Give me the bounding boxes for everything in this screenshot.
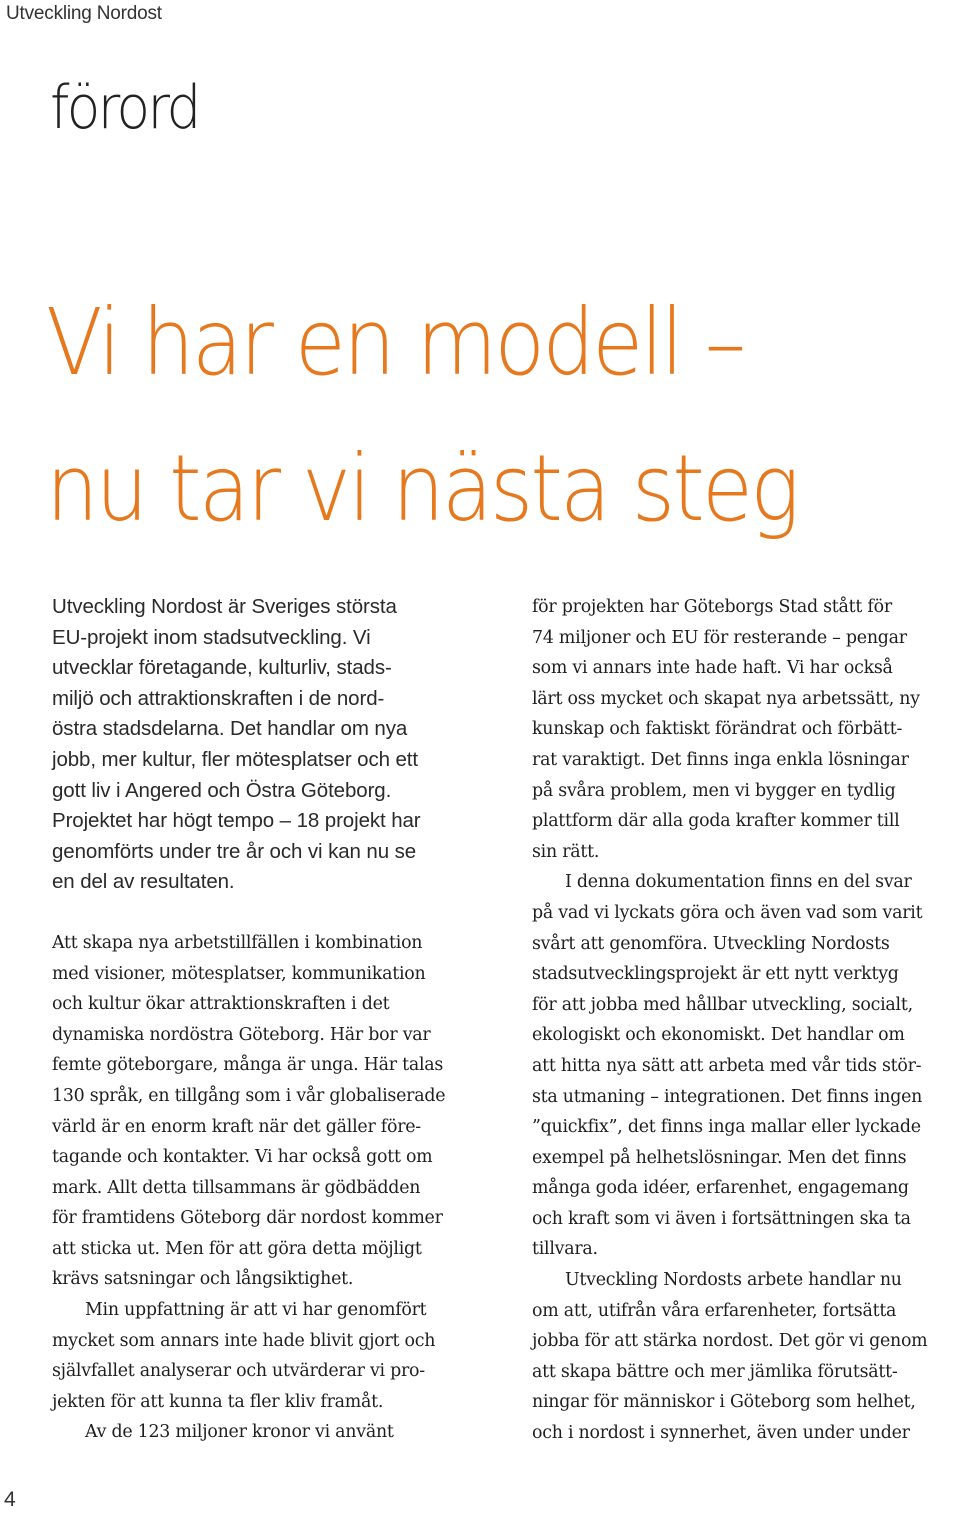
- lead-paragraph: [52, 592, 482, 898]
- text-line: dynamiska nordöstra Göteborg. Här bor var: [52, 1024, 431, 1045]
- body-paragraph: [52, 1417, 482, 1448]
- text-line: sin rätt.: [532, 841, 600, 862]
- text-line: ”quickfix”, det finns inga mallar eller lyckade: [532, 1117, 921, 1138]
- text-line: mycket som annars inte hade blivit gjort och: [52, 1330, 436, 1351]
- text-line: miljö och attraktionskraften i de nord-: [52, 686, 385, 710]
- text-line: Projektet har högt tempo – 18 projekt har: [52, 809, 421, 833]
- text-line: femte göteborgare, många är unga. Här talas: [52, 1055, 444, 1076]
- text-line: kunskap och faktiskt förändrat och förbätt-: [532, 719, 903, 740]
- body-paragraph: [532, 1265, 960, 1449]
- text-line: utvecklar företagande, kulturliv, stads-: [52, 656, 392, 680]
- text-line: tagande och kontakter. Vi har också gott om: [52, 1147, 433, 1168]
- text-line: tillvara.: [532, 1239, 598, 1260]
- text-line: om att, utifrån våra erfarenheter, fortsätta: [532, 1300, 897, 1321]
- body-paragraph: [52, 1295, 482, 1417]
- text-line: genomförts under tre år och vi kan nu se: [52, 839, 417, 863]
- text-line: exempel på helhetslösningar. Men det finns: [532, 1147, 907, 1168]
- text-line: EU-projekt inom stadsutveckling. Vi: [52, 625, 371, 649]
- left-column: [52, 592, 482, 1448]
- text-line: Utveckling Nordosts arbete handlar nu: [565, 1270, 902, 1291]
- text-line: ningar för människor i Göteborg som helhet,: [532, 1392, 916, 1413]
- text-line: Min uppfattning är att vi har genomfört: [85, 1300, 427, 1321]
- text-line: svårt att genomföra. Utveckling Nordosts: [532, 933, 890, 954]
- text-line: 74 miljoner och EU för resterande – pengar: [532, 627, 907, 648]
- text-line: mark. Allt detta tillsammans är gödbädden: [52, 1177, 421, 1198]
- text-line: värld är en enorm kraft när det gäller före-: [52, 1116, 421, 1137]
- text-line: krävs satsningar och långsiktighet.: [52, 1269, 354, 1290]
- text-line: 130 språk, en tillgång som i vår globaliserade: [52, 1085, 446, 1106]
- headline: [46, 270, 797, 562]
- running-header: Utveckling Nordost: [6, 3, 162, 24]
- text-line: I denna dokumentation finns en del svar: [565, 872, 912, 893]
- body-paragraph: [532, 592, 960, 867]
- text-line: gott liv i Angered och Östra Göteborg.: [52, 778, 392, 802]
- text-line: ekologiskt och ekonomiskt. Det handlar om: [532, 1025, 905, 1046]
- text-line: Att skapa nya arbetstillfällen i kombination: [52, 932, 423, 953]
- text-line: stadsutvecklingsprojekt är ett nytt verktyg: [532, 964, 899, 985]
- text-line: jekten för att kunna ta fler kliv framåt.: [52, 1391, 384, 1412]
- text-line: med visioner, mötesplatser, kommunikation: [52, 963, 426, 984]
- right-column: [532, 592, 960, 1449]
- paragraph-gap: [52, 898, 482, 928]
- headline-line-2: nu tar vi nästa steg: [46, 435, 798, 542]
- text-line: många goda idéer, erfarenhet, engagemang: [532, 1178, 909, 1199]
- text-line: för framtidens Göteborg där nordost kommer: [52, 1208, 443, 1229]
- text-line: och kultur ökar attraktionskraften i det: [52, 994, 390, 1015]
- text-line: och i nordost i synnerhet, även under under: [532, 1423, 910, 1444]
- text-line: rat varaktigt. Det finns inga enkla lösningar: [532, 749, 909, 770]
- text-line: Utveckling Nordost är Sveriges största: [52, 595, 397, 618]
- text-line: för att jobba med hållbar utveckling, socialt,: [532, 994, 913, 1015]
- text-line: som vi annars inte hade haft. Vi har också: [532, 658, 893, 679]
- text-line: och kraft som vi även i fortsättningen ska ta: [532, 1208, 911, 1229]
- text-line: plattform där alla goda krafter kommer till: [532, 811, 900, 832]
- text-line: en del av resultaten.: [52, 870, 235, 894]
- text-line: att skapa bättre och mer jämlika förutsätt-: [532, 1361, 898, 1382]
- section-title: förord: [50, 73, 199, 143]
- text-line: att sticka ut. Men för att göra detta möjligt: [52, 1238, 422, 1259]
- text-line: på svåra problem, men vi bygger en tydlig: [532, 780, 896, 801]
- headline-line-1: Vi har en modell –: [46, 289, 744, 396]
- text-line: sta utmaning – integrationen. Det finns ingen: [532, 1086, 923, 1107]
- text-line: lärt oss mycket och skapat nya arbetssätt, ny: [532, 688, 920, 709]
- body-paragraph: [52, 928, 482, 1295]
- text-line: jobba för att stärka nordost. Det gör vi genom: [532, 1331, 928, 1352]
- text-line: på vad vi lyckats göra och även vad som varit: [532, 902, 923, 923]
- text-line: jobb, mer kultur, fler mötesplatser och ett: [52, 747, 419, 771]
- text-line: östra stadsdelarna. Det handlar om nya: [52, 717, 408, 741]
- page-number: 4: [4, 1488, 16, 1511]
- text-line: att hitta nya sätt att arbeta med vår tids stör-: [532, 1055, 922, 1076]
- body-paragraph: [532, 867, 960, 1265]
- text-line: självfallet analyserar och utvärderar vi pro-: [52, 1361, 425, 1382]
- text-line: Av de 123 miljoner kronor vi använt: [85, 1422, 394, 1443]
- text-line: för projekten har Göteborgs Stad stått för: [532, 597, 892, 617]
